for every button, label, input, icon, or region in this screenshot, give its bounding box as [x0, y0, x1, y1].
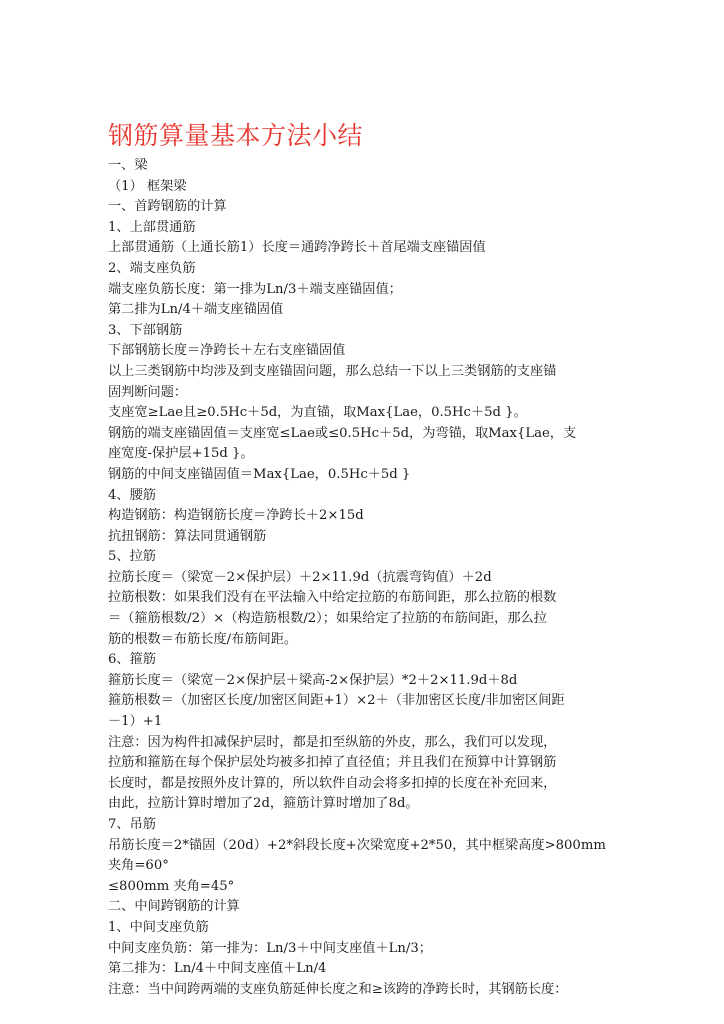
- text-line: 4、腰筋: [108, 487, 156, 503]
- text-line: －1）+1: [108, 714, 163, 730]
- text-line: 注意：当中间跨两端的支座负筋延伸长度之和≥该跨的净跨长时，其钢筋长度：: [108, 981, 568, 997]
- text-line: 7、吊筋: [108, 817, 156, 832]
- text-line: 端支座负筋长度：第一排为Ln/3＋端支座锚固值；: [108, 281, 402, 297]
- text-line: 吊筋长度＝2*锚固（20d）+2*斜段长度+次梁宽度+2*50，其中框梁高度>800mm: [108, 837, 606, 853]
- text-line: 座宽度-保护层+15d }。: [108, 446, 254, 462]
- text-line: 1、中间支座负筋: [108, 919, 209, 935]
- text-line: 由此，拉筋计算时增加了2d，箍筋计算时增加了8d。: [108, 796, 419, 812]
- text-line: 3、下部钢筋: [108, 322, 183, 338]
- text-line: 钢筋的端支座锚固值＝支座宽≤Lae或≤0.5Hc＋5d，为弯锚，取Max{Lae，支: [108, 425, 577, 441]
- text-line: 箍筋长度＝（梁宽－2×保护层＋梁高-2×保护层）*2＋2×11.9d＋8d: [108, 672, 518, 688]
- text-line: 拉筋根数：如果我们没有在平法输入中给定拉筋的布筋间距，那么拉筋的根数: [108, 590, 557, 606]
- text-line: 长度时，都是按照外皮计算的，所以软件自动会将多扣掉的长度在补充回来，: [108, 775, 557, 791]
- text-line: 构造钢筋：构造钢筋长度＝净跨长＋2×15d: [108, 508, 364, 524]
- text-line: 以上三类钢筋中均涉及到支座锚固问题，那么总结一下以上三类钢筋的支座锚: [108, 363, 557, 379]
- text-line: 抗扭钢筋：算法同贯通钢筋: [108, 528, 267, 544]
- text-line: （1） 框架梁: [108, 178, 187, 194]
- text-line: 拉筋长度＝（梁宽－2×保护层）＋2×11.9d（抗震弯钩值）＋2d: [108, 569, 492, 585]
- text-line: 一、首跨钢筋的计算: [108, 199, 227, 215]
- text-line: ≤800mm 夹角=45°: [108, 878, 235, 894]
- text-line: 一、梁: [108, 158, 148, 173]
- text-line: 2、端支座负筋: [108, 260, 196, 276]
- text-line: 注意：因为构件扣减保护层时，都是扣至纵筋的外皮，那么，我们可以发现，: [108, 734, 557, 750]
- text-line: 上部贯通筋（上通长筋1）长度＝通跨净跨长＋首尾端支座锚固值: [108, 240, 486, 256]
- text-line: 拉筋和箍筋在每个保护层处均被多扣掉了直径值；并且我们在预算中计算钢筋: [108, 755, 557, 771]
- document-body: [108, 156, 613, 1000]
- text-line: 中间支座负筋：第一排为：Ln/3＋中间支座值＋Ln/3；: [108, 940, 432, 956]
- text-line: 6、箍筋: [108, 652, 156, 668]
- text-line: 钢筋的中间支座锚固值＝Max{Lae，0.5Hc＋5d }: [108, 466, 411, 482]
- text-line: ＝（箍筋根数/2）×（构造筋根数/2）；如果给定了拉筋的布筋间距，那么拉: [108, 611, 547, 627]
- text-line: 第二排为Ln/4＋端支座锚固值: [108, 302, 284, 318]
- text-line: 箍筋根数＝（加密区长度/加密区间距+1）×2＋（非加密区长度/非加密区间距: [108, 693, 565, 709]
- text-line: 下部钢筋长度＝净跨长＋左右支座锚固值: [108, 343, 346, 359]
- text-line: 筋的根数＝布筋长度/布筋间距。: [108, 631, 298, 647]
- text-line: 第二排为：Ln/4＋中间支座值＋Ln/4: [108, 961, 327, 977]
- text-line: 1、上部贯通筋: [108, 219, 196, 235]
- text-line: 二、中间跨钢筋的计算: [108, 899, 240, 915]
- text-line: 5、拉筋: [108, 549, 156, 565]
- text-line: 夹角=60°: [108, 858, 169, 874]
- text-line: 支座宽≥Lae且≥0.5Hc＋5d，为直锚，取Max{Lae，0.5Hc＋5d }。: [108, 405, 527, 421]
- document-page: [108, 118, 613, 1000]
- text-line: 固判断问题：: [108, 384, 188, 400]
- document-title: 钢筋算量基本方法小结: [108, 121, 364, 150]
